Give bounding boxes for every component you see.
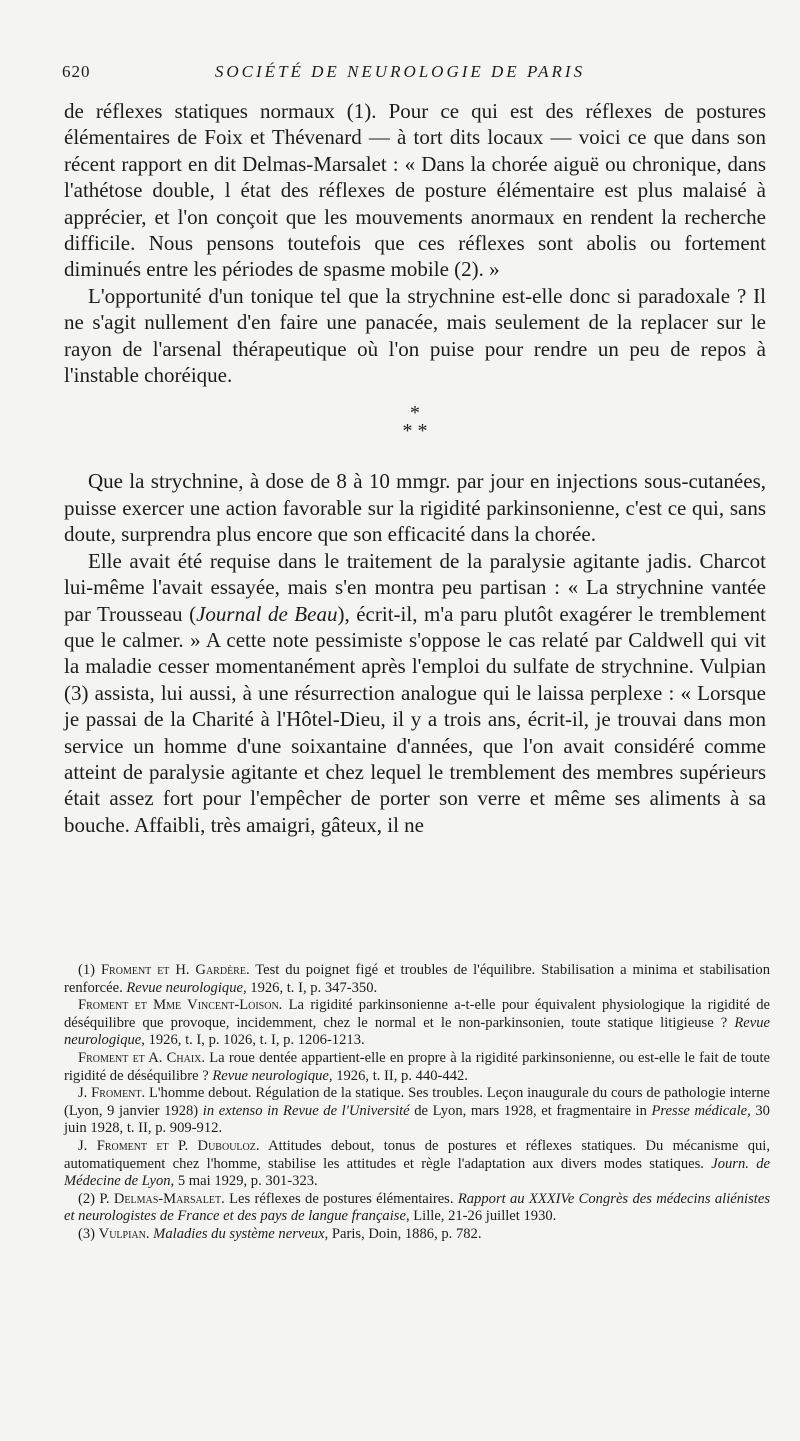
footnote-ref: , 1926, t. I, p. 347-350.: [242, 979, 378, 996]
footnote-journal: Journ. de Médecine de Lyon: [64, 1155, 771, 1190]
footnote-text: L'homme debout. Régulation de la statique. Ses troubles. Leçon inaugurale du cours de pathologie interne (Lyon, 9 janvier 1928): [64, 1085, 771, 1119]
paragraph: [64, 548, 766, 838]
footnote-journal: Revue neurologique: [212, 1067, 329, 1084]
footnote-authors: Froment et A. Chaix.: [78, 1049, 206, 1066]
footnote-authors: P. Delmas-Marsalet.: [99, 1190, 225, 1207]
footnote: [64, 997, 770, 1050]
footnote-text: La roue dentée appartient-elle en propre à la rigidité parkinsonienne, ou est-elle le fait de toute rigidité de déséquilibre ?: [64, 1049, 770, 1084]
footnote-authors: J. Froment et P. Dubouloz.: [78, 1137, 260, 1154]
asterism: [64, 402, 766, 443]
footnote-journal: Presse médicale: [651, 1102, 748, 1119]
footnote-number: (1): [78, 962, 101, 978]
text-span: ), écrit-il, m'a paru plutôt exagérer le tremblement que le calmer. » A cette note pessimiste s'oppose le cas relaté par Caldwell qui vit la maladie cesser momentanément après l'emploi du sulfate de strychnine. Vulpian (3) assista, lui aussi, à une résurrection analogue qui le laissa perplexe : « Lorsque je passai de la Charité à l'Hôtel-Dieu, il y a trois ans, écrit-il, je trouvai dans mon service un homme d'une soixantaine d'années, que l'on avait considéré comme atteint de paralysie agitante et chez lequel le tremblement des membres supérieurs était assez fort pour l'empêcher de porter son verre et même ses aliments à sa bouche. Affaibli, très amaigri, gâteux, il ne: [64, 601, 766, 837]
asterism-bottom: * *: [402, 420, 428, 443]
footnote: [64, 1191, 770, 1226]
journal-title: Journal de Beau: [196, 601, 338, 626]
footnote-number: (2): [78, 1190, 100, 1207]
main-text: [64, 98, 766, 838]
footnote-journal: Revue neurologique: [64, 1014, 770, 1049]
asterism-top: *: [410, 402, 420, 425]
footnote-authors: J. Froment.: [78, 1085, 146, 1102]
footnote-text: Test du poignet figé et troubles de l'équilibre. Stabilisation a minima et stabilisation renforcée.: [64, 962, 770, 996]
footnote-text: Les réflexes de postures élémentaires.: [224, 1190, 458, 1207]
footnote-ref: , Paris, Doin, 1886, p. 782.: [324, 1225, 482, 1242]
footnote-journal: in extenso in Revue de l'Université: [202, 1102, 410, 1119]
footnote-ref: , 30 juin 1928, t. II, p. 909-912.: [64, 1102, 770, 1137]
footnote: [64, 1085, 770, 1138]
footnote-ref: , 1926, t. I, p. 1026, t. I, p. 1206-1213.: [141, 1032, 365, 1049]
footnote: [64, 1050, 770, 1085]
page-number: 620: [62, 62, 91, 81]
footnote-ref: , 1926, t. II, p. 440-442.: [328, 1067, 468, 1084]
footnote-journal: Rapport au XXXIVe Congrès des médecins aliénistes et neurologistes de France et des pays de langue française: [64, 1190, 770, 1225]
footnote: [64, 1226, 770, 1244]
footnotes: [64, 962, 770, 1244]
paragraph: Que la strychnine, à dose de 8 à 10 mmgr. par jour en injections sous-cutanées, puisse exercer une action favorable sur la rigidité parkinsonienne, c'est ce qui, sans doute, surprendra plus encore que son efficacité dans la chorée.: [64, 469, 766, 547]
running-title: SOCIÉTÉ DE NEUROLOGIE DE PARIS: [214, 62, 586, 81]
footnote-journal: Maladies du système nerveux: [149, 1225, 325, 1242]
footnote-journal: Revue neurologique: [126, 979, 243, 996]
footnote-authors: Froment et H. Gardère.: [100, 962, 250, 978]
footnote: [64, 1138, 770, 1191]
paragraph: L'opportunité d'un tonique tel que la strychnine est-elle donc si paradoxale ? Il ne s'agit nullement d'en faire une panacée, mais seulement de la replacer sur le rayon de l'arsenal thérapeutique où l'on puise pour rendre un peu de repos à l'instable choréique.: [64, 283, 766, 388]
footnote-text: de Lyon, mars 1928, et fragmentaire in: [409, 1102, 652, 1119]
footnote-text: La rigidité parkinsonienne a-t-elle pour équivalent physiologique la rigidité de déséquilibre que provoque, incidemment, chez le normal et le non-parkinsonien, toute statique litigieuse ?: [64, 997, 770, 1031]
paragraph: de réflexes statiques normaux (1). Pour ce qui est des réflexes de postures élémentaires de Foix et Thévenard — à tort dits locaux — voici ce que dans son récent rapport en dit Delmas-Marsalet : « Dans la chorée aiguë ou chronique, dans l'athétose double, l état des réflexes de posture élémentaire est plus malaisé à apprécier, et l'on conçoit que les mouvements anormaux en rendent la recherche difficile. Nous pensons toutefois que ces réflexes sont abolis ou fortement diminués entre les périodes de spasme mobile (2). »: [64, 99, 766, 282]
footnote-authors: Froment et Mme Vincent-Loison.: [78, 997, 283, 1014]
footnote-number: (3): [78, 1225, 99, 1242]
footnote-authors: Vulpian.: [98, 1225, 150, 1242]
text-span: Elle avait été requise dans le traitement de la paralysie agitante jadis. Charcot lui-même l'avait essayée, mais s'en montra peu partisan : « La strychnine vantée par Trousseau (: [64, 548, 766, 626]
footnote-ref: , Lille, 21-26 juillet 1930.: [405, 1208, 557, 1225]
footnote: [64, 962, 770, 997]
footnote-text: Attitudes debout, tonus de postures et réflexes statiques. Du mécanisme qui, automatiquement chez l'homme, stabilise les attitudes et règle l'adaptation aux divers modes statiques.: [64, 1137, 770, 1172]
footnote-ref: , 5 mai 1929, p. 301-323.: [170, 1173, 318, 1190]
